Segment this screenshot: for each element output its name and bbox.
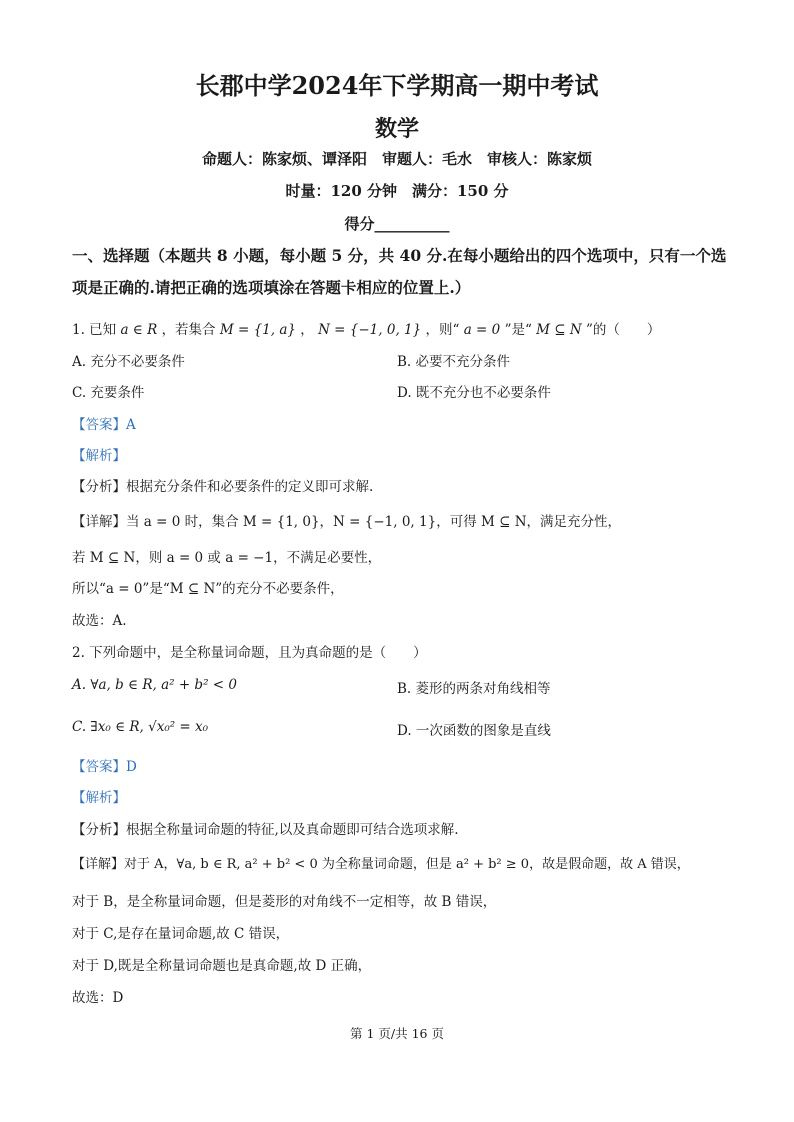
q2-fenxi: 【分析】根据全称量词命题的特征,以及真命题即可结合选项求解. bbox=[72, 822, 459, 838]
q2-option-b: B. 菱形的两条对角线相等 bbox=[397, 681, 551, 697]
q1-subset: M ⊆ N bbox=[536, 322, 582, 338]
q1-set-m: M = {1, a} bbox=[219, 322, 296, 338]
q1-stem bbox=[72, 318, 660, 338]
exam-authors: 命题人：陈家烦、谭泽阳 审题人：毛水 审核人：陈家烦 bbox=[201, 150, 592, 168]
score-field: 得分__________ bbox=[344, 215, 450, 233]
page-number: 第 1 页/共 16 页 bbox=[350, 1026, 444, 1041]
q1-option-d: D. 既不充分也不必要条件 bbox=[397, 385, 551, 401]
q1-analysis-label: 【解析】 bbox=[72, 448, 126, 464]
q2-option-d: D. 一次函数的图象是直线 bbox=[397, 723, 551, 739]
q1-detail-1: 【详解】当 a = 0 时，集合 M = {1, 0}，N = {−1, 0, 1}，可得 M ⊆ N，满足充分性， bbox=[72, 514, 622, 530]
section-heading: 一、选择题（本题共 8 小题，每小题 5 分，共 40 分.在每小题给出的四个选项中，只有一个选项是正确的.请把正确的选项填涂在答题卡相应的位置上.） bbox=[72, 246, 727, 297]
q1-detail-4: 故选：A. bbox=[72, 613, 127, 629]
q2-option-a: A. ∀a, b ∈ R, a² + b² < 0 bbox=[72, 677, 237, 693]
q1-answer: 【答案】A bbox=[72, 417, 136, 433]
q1-set-n: N = {−1, 0, 1} bbox=[318, 322, 422, 338]
q1-condition: a ∈ R bbox=[120, 322, 158, 338]
q2-option-c: C. ∃x₀ ∈ R, √x₀² = x₀ bbox=[72, 719, 209, 735]
q2-stem: 2. 下列命题中，是全称量词命题，且为真命题的是（ ） bbox=[72, 645, 427, 661]
q1-fenxi: 【分析】根据充分条件和必要条件的定义即可求解. bbox=[72, 479, 374, 495]
q2-answer: 【答案】D bbox=[72, 759, 137, 775]
q1-stem-text-e: ”的（ ） bbox=[586, 322, 661, 338]
q2-analysis-label: 【解析】 bbox=[72, 790, 126, 806]
q1-a-equals-zero: a = 0 bbox=[463, 322, 501, 338]
exam-subject: 数学 bbox=[374, 116, 419, 142]
q2-detail-3: 对于 C,是存在量词命题,故 C 错误， bbox=[72, 926, 290, 942]
q1-stem-text-a: 1. 已知 bbox=[72, 322, 117, 338]
q1-stem-text-d: ”是“ bbox=[504, 322, 532, 338]
q1-option-a: A. 充分不必要条件 bbox=[72, 354, 185, 370]
exam-time-score: 时量：120 分钟 满分：150 分 bbox=[285, 182, 509, 200]
q1-option-b: B. 必要不充分条件 bbox=[397, 354, 511, 370]
q1-stem-text-b: ，若集合 bbox=[161, 322, 216, 338]
q1-stem-sep: ， bbox=[300, 322, 314, 338]
q1-option-c: C. 充要条件 bbox=[72, 385, 145, 401]
q1-stem-text-c: ，则“ bbox=[425, 322, 460, 338]
exam-title: 长郡中学2024年下学期高一期中考试 bbox=[195, 71, 599, 100]
q1-detail-2: 若 M ⊆ N，则 a = 0 或 a = −1，不满足必要性， bbox=[72, 550, 382, 566]
q2-detail-1: 【详解】对于 A，∀a, b ∈ R, a² + b² < 0 为全称量词命题，但是 a² + b² ≥ 0，故是假命题，故 A 错误， bbox=[72, 857, 690, 872]
q2-detail-4: 对于 D,既是全称量词命题也是真命题,故 D 正确， bbox=[72, 958, 372, 974]
q1-detail-3: 所以“a = 0”是“M ⊆ N”的充分不必要条件， bbox=[72, 581, 344, 597]
q2-detail-5: 故选：D bbox=[72, 990, 124, 1006]
q2-detail-2: 对于 B，是全称量词命题，但是菱形的对角线不一定相等，故 B 错误， bbox=[72, 894, 497, 910]
